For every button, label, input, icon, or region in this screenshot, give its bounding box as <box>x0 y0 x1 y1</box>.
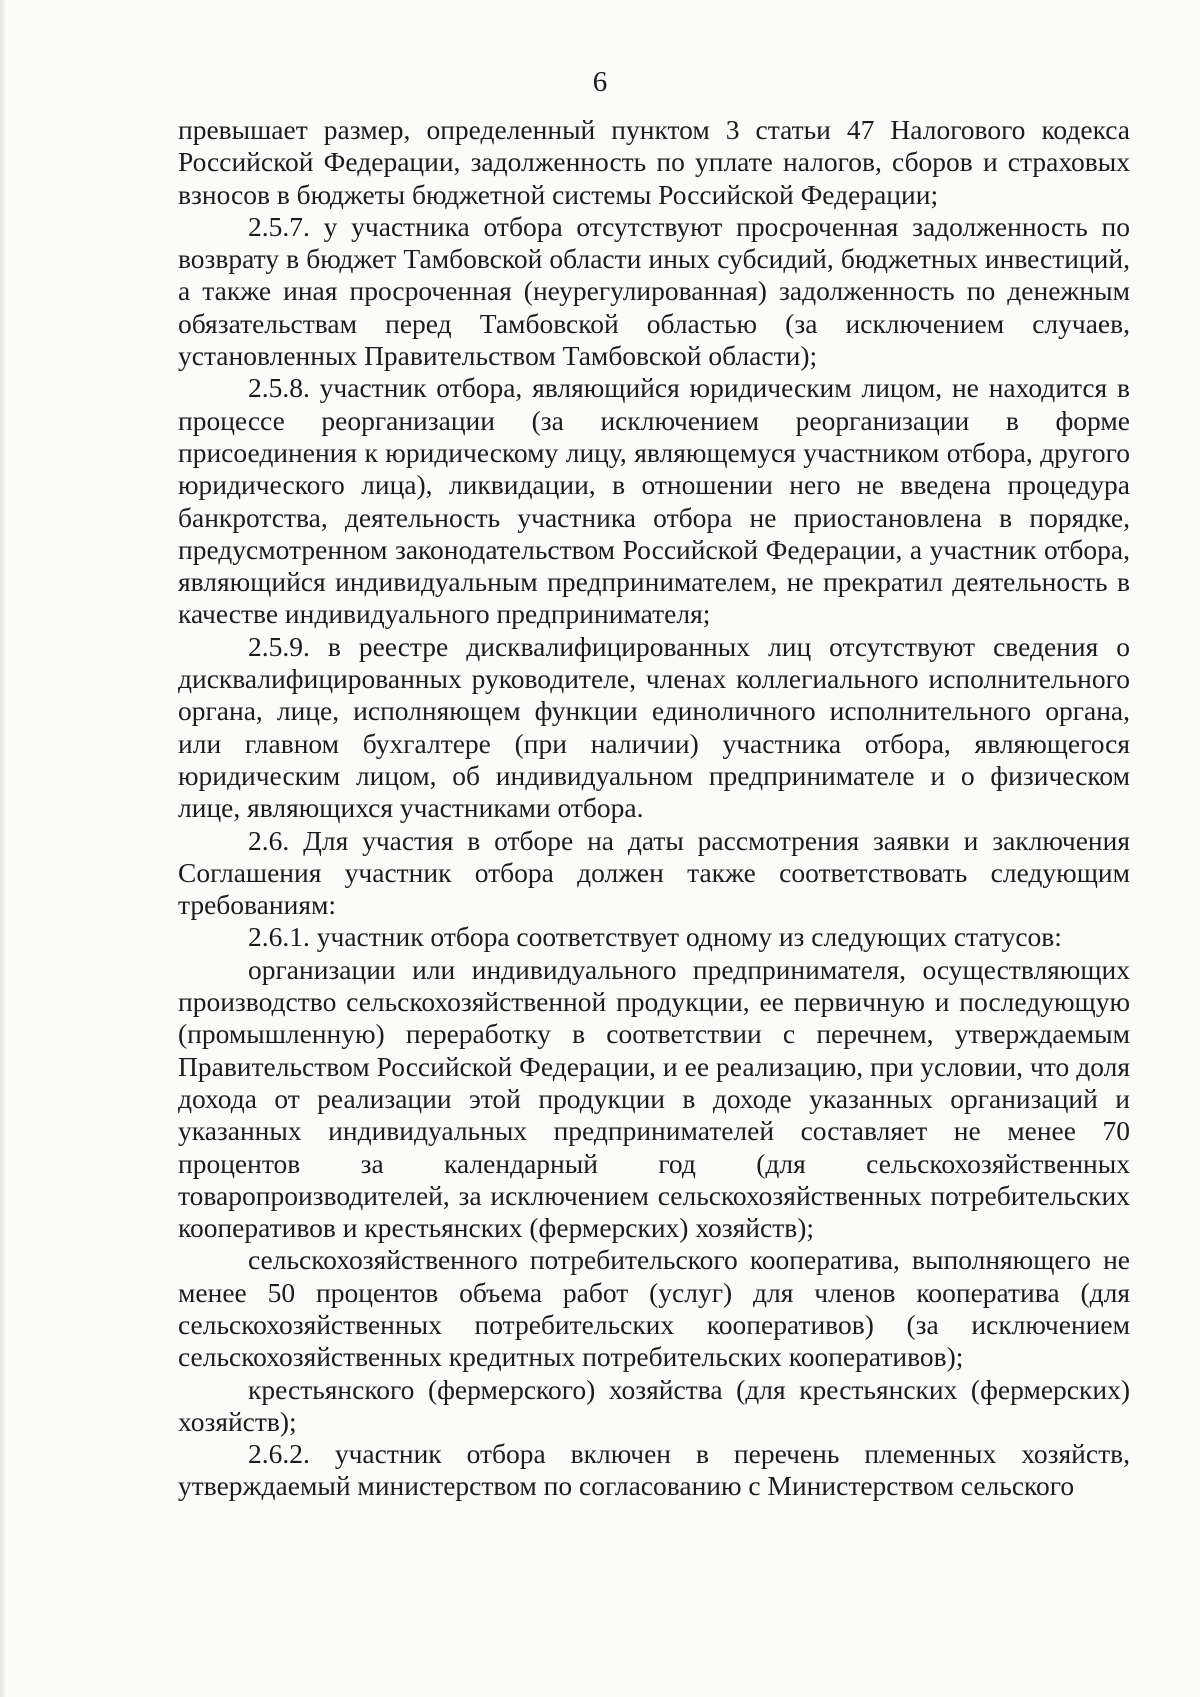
paragraph-continuation: превышает размер, определенный пунктом 3 статьи 47 Налогового кодекса Российской Федерации, задолженность по уплате налогов, сборов и страховых взносов в бюджеты бюджетной системы Российской Федерации; <box>178 114 1130 210</box>
document-body <box>178 114 1130 1503</box>
page-number: 6 <box>592 66 608 98</box>
scan-edge <box>0 0 6 1697</box>
paragraph-2-6: 2.6. Для участия в отборе на даты рассмотрения заявки и заключения Соглашения участник отбора должен также соответствовать следующим требованиям: <box>178 824 1130 921</box>
paragraph-status-farm: крестьянского (фермерского) хозяйства (для крестьянских (фермерских) хозяйств); <box>178 1373 1130 1437</box>
paragraph-2-5-8: 2.5.8. участник отбора, являющийся юридическим лицом, не находится в процессе реорганизации (за исключением реорганизации в форме присоединения к юридическому лицу, являющемуся участником отбора, другого юридического лица), ликвидации, в отношении него не введена процедура банкротства, деятельность участника отбора не приостановлена в порядке, предусмотренном законодательством Российской Федерации, а участник отбора, являющийся индивидуальным предпринимателем, не прекратил деятельность в качестве индивидуального предпринимателя; <box>178 372 1130 630</box>
paragraph-status-organization: организации или индивидуального предпринимателя, осуществляющих производство сельскохозяйственной продукции, ее первичную и последующую (промышленную) переработку в соответствии с перечнем, утверждаемым Правительством Российской Федерации, и ее реализацию, при условии, что доля дохода от реализации этой продукции в доходе указанных организаций и указанных индивидуальных предпринимателей составляет не менее 70 процентов за календарный год (для сельскохозяйственных товаропроизводителей, за исключением сельскохозяйственных потребительских кооперативов и крестьянских (фермерских) хозяйств); <box>178 953 1130 1244</box>
paragraph-status-cooperative: сельскохозяйственного потребительского кооператива, выполняющего не менее 50 процентов объема работ (услуг) для членов кооператива (для сельскохозяйственных потребительских кооперативов) (за исключением сельскохозяйственных кредитных потребительских кооперативов); <box>178 1244 1130 1373</box>
paragraph-2-5-7: 2.5.7. у участника отбора отсутствуют просроченная задолженность по возврату в бюджет Тамбовской области иных субсидий, бюджетных инвестиций, а также иная просроченная (неурегулированная) задолженность по денежным обязательствам перед Тамбовской областью (за исключением случаев, установленных Правительством Тамбовской области); <box>178 210 1130 372</box>
paragraph-2-6-2: 2.6.2. участник отбора включен в перечень племенных хозяйств, утверждаемый министерством по согласованию с Министерством сельского <box>178 1438 1130 1502</box>
paragraph-2-5-9: 2.5.9. в реестре дисквалифицированных лиц отсутствуют сведения о дисквалифицированных руководителе, членах коллегиального исполнительного органа, лице, исполняющем функции единоличного исполнительного органа, или главном бухгалтере (при наличии) участника отбора, являющегося юридическим лицом, об индивидуальном предпринимателе и о физическом лице, являющихся участниками отбора. <box>178 630 1130 824</box>
paragraph-2-6-1: 2.6.1. участник отбора соответствует одному из следующих статусов: <box>248 921 1062 953</box>
